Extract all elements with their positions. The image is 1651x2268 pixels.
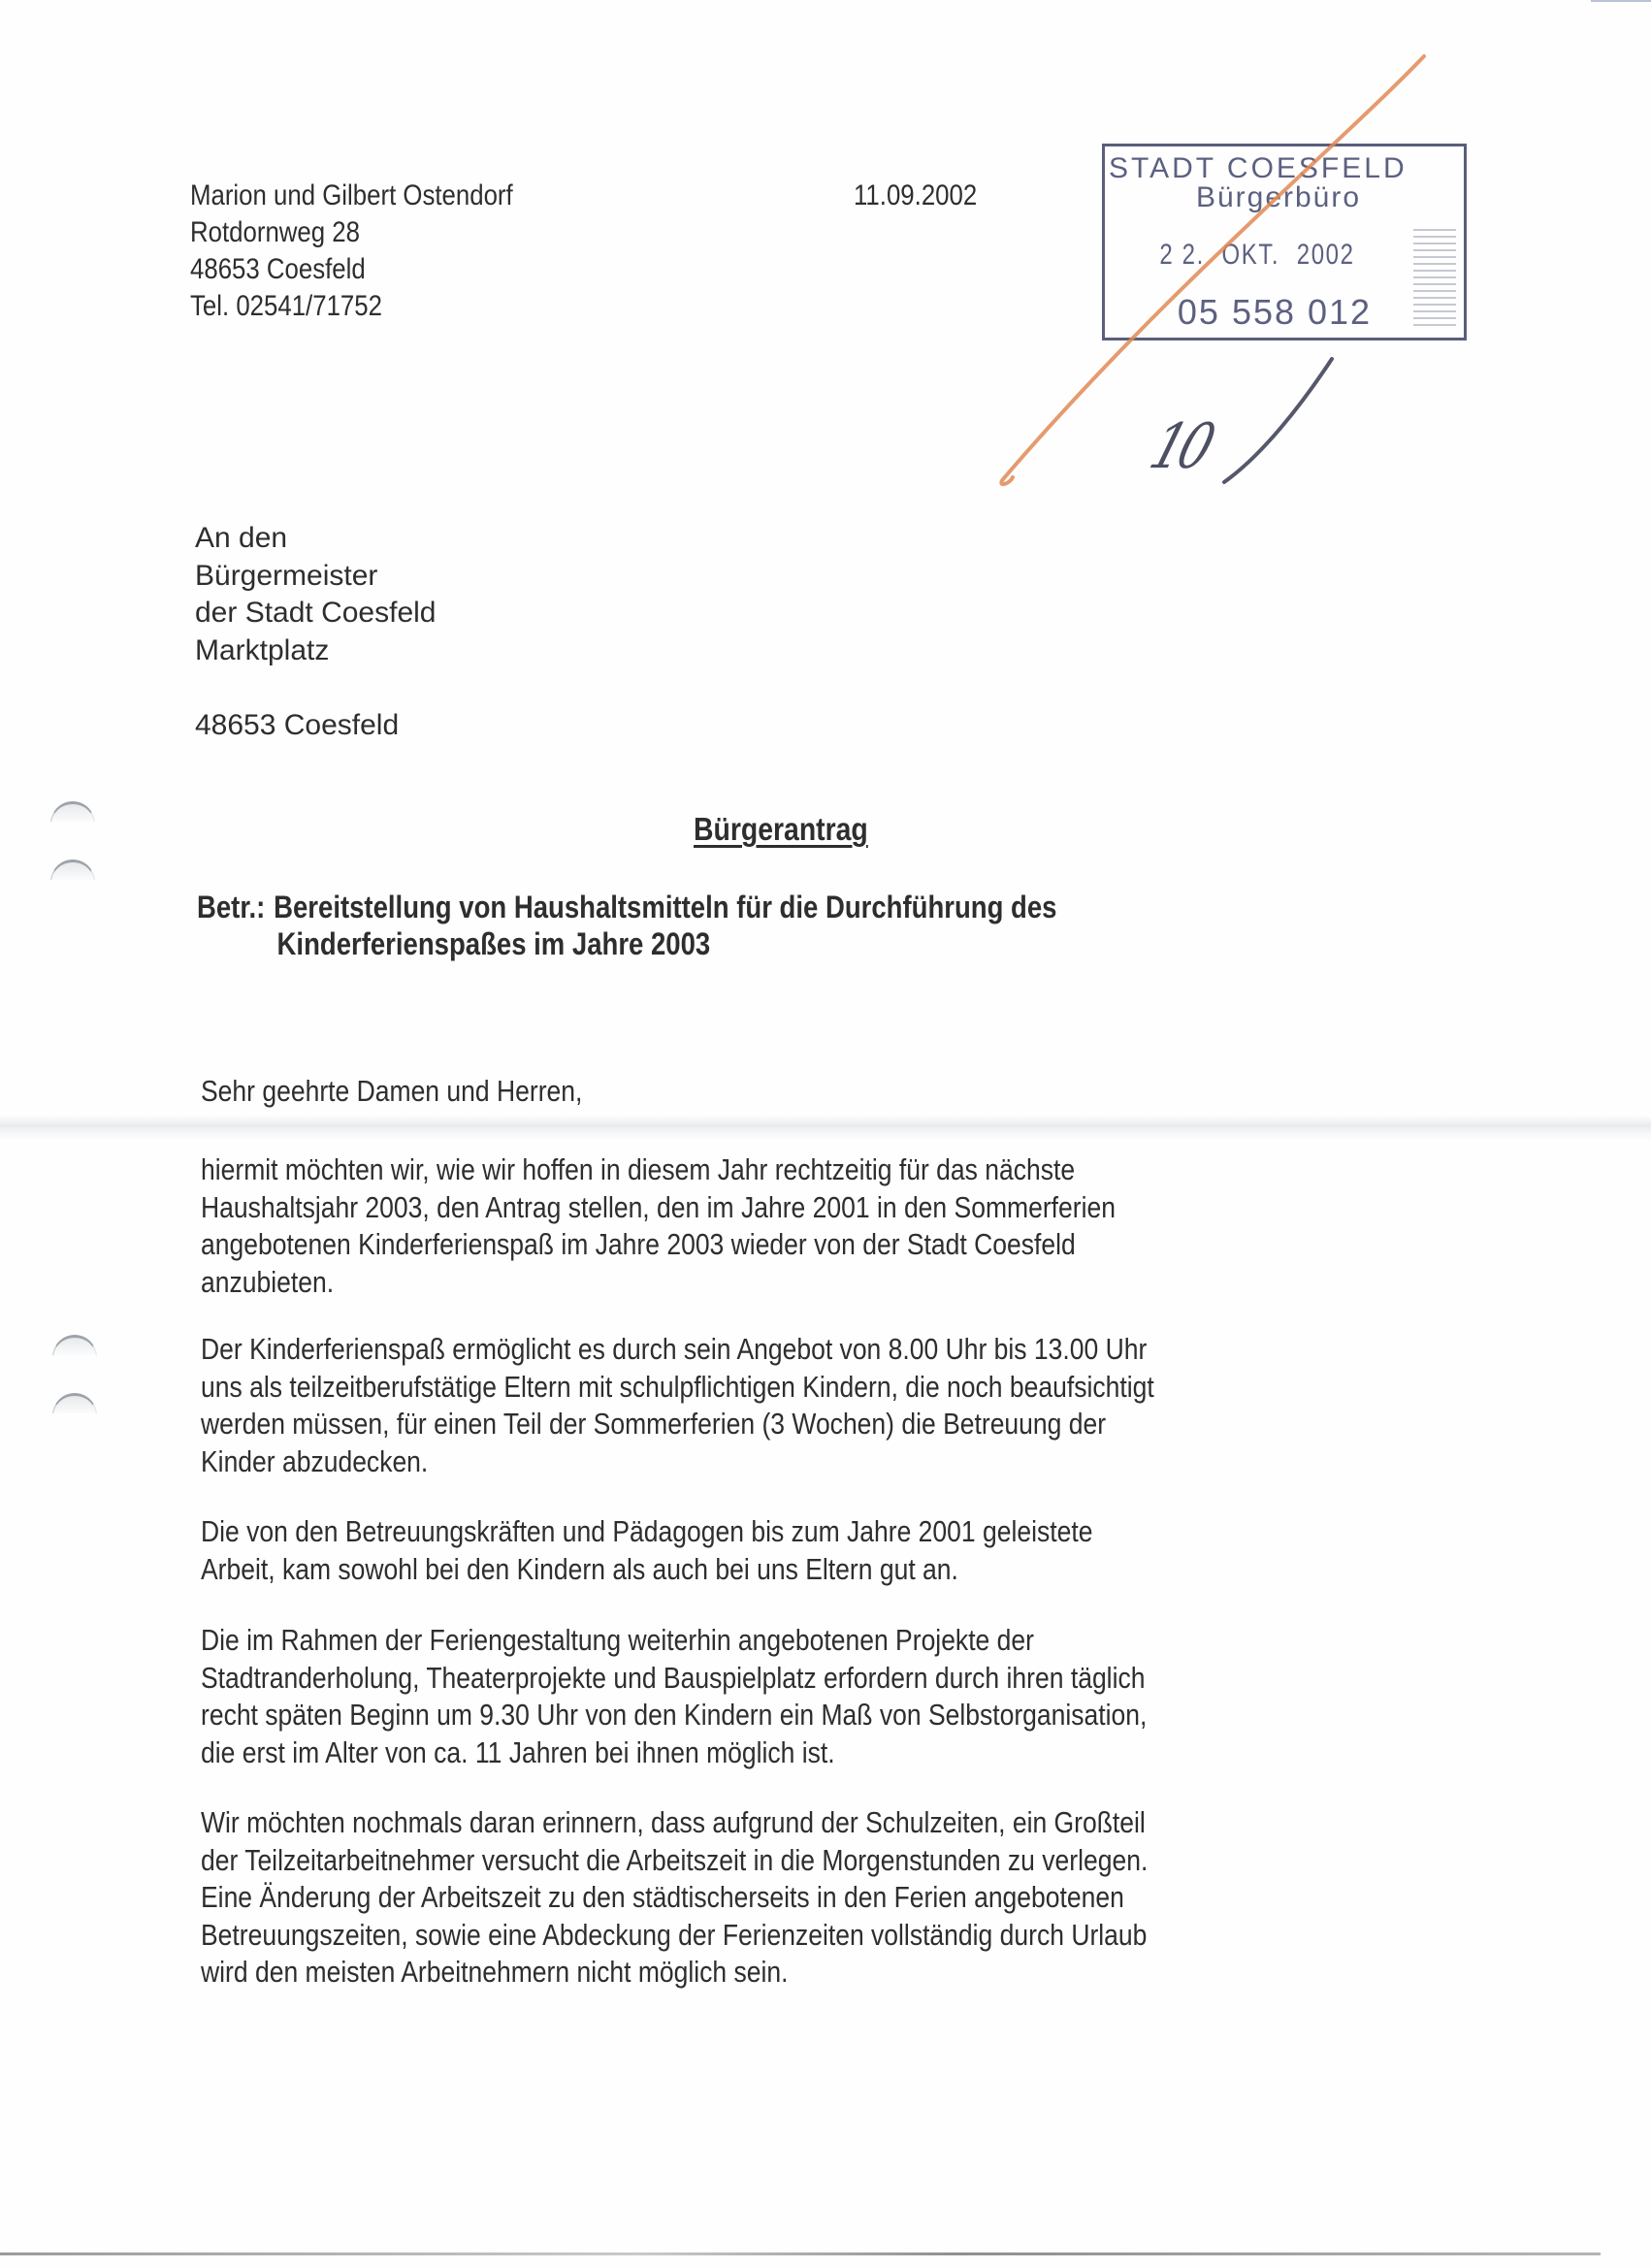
paragraph-line: angebotenen Kinderferienspaß im Jahre 2003 wieder von der Stadt Coesfeld bbox=[201, 1227, 1076, 1261]
paragraph-line: Stadtranderholung, Theaterprojekte und Bauspielplatz erfordern durch ihren täglich bbox=[201, 1660, 1146, 1695]
sender-name: Marion und Gilbert Ostendorf bbox=[190, 179, 513, 211]
stamp-number: 05 558 012 bbox=[1177, 292, 1373, 332]
paragraph-line: uns als teilzeitberufstätige Eltern mit schulpflichtigen Kindern, die noch beaufsichtigt bbox=[201, 1369, 1154, 1404]
paragraph-line: Arbeit, kam sowohl bei den Kindern als auch bei uns Eltern gut an. bbox=[201, 1551, 958, 1586]
paragraph-line: Die im Rahmen der Feriengestaltung weiterhin angebotenen Projekte der bbox=[201, 1623, 1034, 1657]
punch-hole-mark bbox=[50, 801, 95, 847]
paragraph-line: Wir möchten nochmals daran erinnern, dass aufgrund der Schulzeiten, ein Großteil bbox=[201, 1805, 1146, 1839]
recipient-line: Bürgermeister bbox=[195, 559, 378, 592]
punch-hole-mark bbox=[52, 1335, 97, 1380]
paper-fold-crease bbox=[0, 1116, 1651, 1141]
recipient-line: 48653 Coesfeld bbox=[195, 708, 400, 741]
stamp-city: STADT COESFELD bbox=[1109, 152, 1408, 184]
handwritten-note: 10 bbox=[1141, 411, 1219, 483]
paragraph-line: der Teilzeitarbeitnehmer versucht die Arbeitszeit in die Morgenstunden zu verlegen. bbox=[201, 1842, 1149, 1877]
sender-phone: Tel. 02541/71752 bbox=[190, 290, 382, 322]
subject-label: Betr.: bbox=[197, 890, 266, 924]
subject-line bbox=[197, 889, 1056, 962]
recipient-line: Marktplatz bbox=[195, 633, 330, 666]
punch-hole-mark bbox=[50, 859, 95, 905]
stamp-date-year: 2002 bbox=[1296, 239, 1355, 271]
recipient-line: der Stadt Coesfeld bbox=[195, 597, 437, 629]
recipient-line: An den bbox=[195, 522, 288, 554]
paragraph-line: hiermit möchten wir, wie wir hoffen in diesem Jahr rechtzeitig für das nächste bbox=[201, 1152, 1076, 1186]
paragraph bbox=[201, 1151, 1116, 1301]
paragraph-line: Der Kinderferienspaß ermöglicht es durch sein Angebot von 8.00 Uhr bis 13.00 Uhr bbox=[201, 1332, 1148, 1366]
paragraph bbox=[201, 1513, 1092, 1588]
recipient-address bbox=[195, 520, 436, 744]
paragraph-line: anzubieten. bbox=[201, 1264, 335, 1299]
stamp-date-day: 2 2. bbox=[1159, 239, 1205, 271]
paragraph bbox=[201, 1622, 1147, 1771]
paragraph-line: werden müssen, für einen Teil der Sommerferien (3 Wochen) die Betreuung der bbox=[201, 1407, 1107, 1441]
handwritten-slash bbox=[1224, 359, 1332, 482]
paragraph-line: wird den meisten Arbeitnehmern nicht möglich sein. bbox=[201, 1955, 789, 1989]
paragraph bbox=[201, 1331, 1154, 1480]
punch-hole-mark bbox=[52, 1393, 97, 1439]
sender-city: 48653 Coesfeld bbox=[190, 253, 366, 285]
sender-street: Rotdornweg 28 bbox=[190, 216, 360, 248]
stamp-office: Bürgerbüro bbox=[1195, 181, 1362, 213]
letter-date: 11.09.2002 bbox=[854, 179, 978, 211]
paragraph-line: Eine Änderung der Arbeitszeit zu den städtischerseits in den Ferien angebotenen bbox=[201, 1880, 1124, 1914]
paragraph bbox=[201, 1804, 1148, 1992]
stamp-date-month: OKT. bbox=[1221, 239, 1280, 271]
subject-text-line-2: Kinderferienspaßes im Jahre 2003 bbox=[276, 926, 711, 961]
paragraph-line: Die von den Betreuungskräften und Pädagogen bis zum Jahre 2001 geleistete bbox=[201, 1514, 1093, 1548]
annotation-overlay bbox=[0, 0, 1651, 504]
salutation: Sehr geehrte Damen und Herren, bbox=[201, 1074, 583, 1108]
subject-text-line-1: Bereitstellung von Haushaltsmitteln für die Durchführung des bbox=[274, 890, 1057, 924]
paragraph-line: recht späten Beginn um 9.30 Uhr von den Kindern ein Maß von Selbstorganisation, bbox=[201, 1698, 1148, 1732]
document-title: Bürgerantrag bbox=[694, 811, 868, 847]
paragraph-line: Kinder abzudecken. bbox=[201, 1443, 429, 1478]
paragraph-line: Haushaltsjahr 2003, den Antrag stellen, den im Jahre 2001 in den Sommerferien bbox=[201, 1189, 1116, 1224]
paragraph-line: Betreuungszeiten, sowie eine Abdeckung der Ferienzeiten vollständig durch Urlaub bbox=[201, 1917, 1148, 1952]
scan-edge-bottom bbox=[0, 2252, 1601, 2255]
paragraph-line: die erst im Alter von ca. 11 Jahren bei ihnen möglich ist. bbox=[201, 1734, 835, 1769]
